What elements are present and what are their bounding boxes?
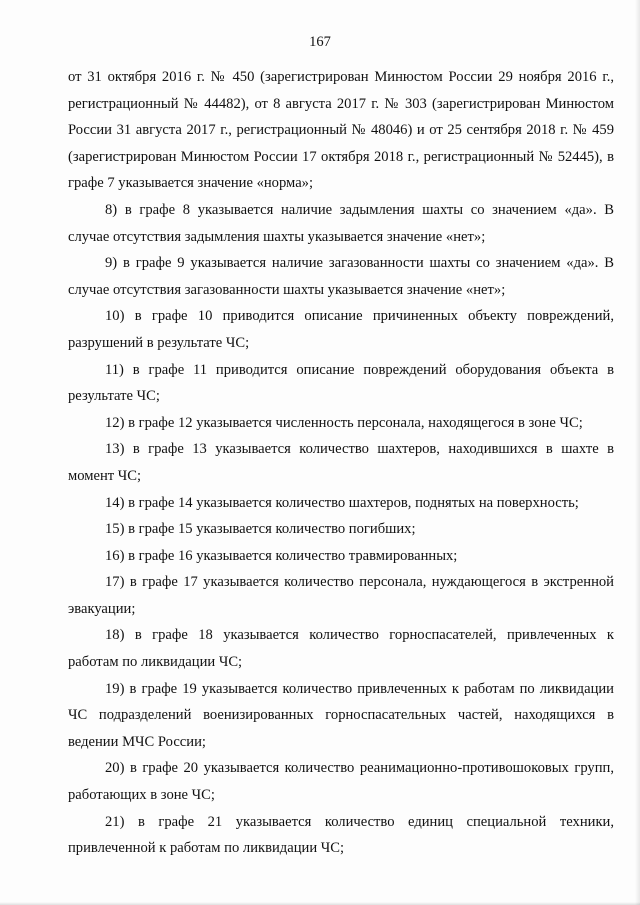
- scan-edge-right: [635, 0, 640, 905]
- paragraph-item-15: 15) в графе 15 указывается количество погибших;: [105, 521, 416, 538]
- paragraph-item-11: 11) в графе 11 приводится описание повреждений оборудования объекта в результате ЧС;: [68, 361, 614, 405]
- paragraph-item-20: 20) в графе 20 указывается количество реанимационно-противошоковых групп, работающих в зоне ЧС;: [68, 760, 614, 804]
- page-number: 167: [309, 34, 331, 50]
- paragraph-continuation: от 31 октября 2016 г. № 450 (зарегистрирован Минюстом России 29 ноября 2016 г., регистрационный № 44482), от 8 августа 2017 г. № 303 (зарегистрирован Минюстом России 31 августа 2017 г., регистрационный № 48046) и от 25 сентября 2018 г. № 459 (зарегистрирован Минюстом России 17 октября 2018 г., регистрационный № 52445), в графе 7 указывается значение «норма»;: [68, 69, 614, 192]
- paragraph-item-17: 17) в графе 17 указывается количество персонала, нуждающегося в экстренной эвакуации;: [68, 574, 614, 617]
- paragraph-item-9: 9) в графе 9 указывается наличие загазованности шахты со значением «да». В случае отсутствия загазованности шахты указывается значение «нет»;: [68, 255, 614, 298]
- paragraph-item-18: 18) в графе 18 указывается количество горноспасателей, привлеченных к работам по ликвидации ЧС;: [68, 627, 614, 671]
- paragraph-item-8: 8) в графе 8 указывается наличие задымления шахты со значением «да». В случае отсутствия задымления шахты указывается значение «нет»;: [68, 201, 614, 245]
- paragraph-item-21: 21) в графе 21 указывается количество единиц специальной техники, привлеченной к работам по ликвидации ЧС;: [68, 813, 614, 857]
- paragraph-item-14: 14) в графе 14 указывается количество шахтеров, поднятых на поверхность;: [105, 494, 579, 511]
- paragraph-item-12: 12) в графе 12 указывается численность персонала, находящегося в зоне ЧС;: [105, 414, 583, 431]
- paragraph-item-19: 19) в графе 19 указывается количество привлеченных к работам по ликвидации ЧС подразделений военизированных горноспасательных частей, находящихся в ведении МЧС России;: [68, 680, 614, 750]
- paragraph-item-16: 16) в графе 16 указывается количество травмированных;: [105, 547, 458, 564]
- paragraph-item-10: 10) в графе 10 приводится описание причиненных объекту повреждений, разрушений в результате ЧС;: [68, 308, 614, 351]
- paragraph-item-13: 13) в графе 13 указывается количество шахтеров, находившихся в шахте в момент ЧС;: [68, 441, 614, 484]
- document-body: [68, 64, 614, 862]
